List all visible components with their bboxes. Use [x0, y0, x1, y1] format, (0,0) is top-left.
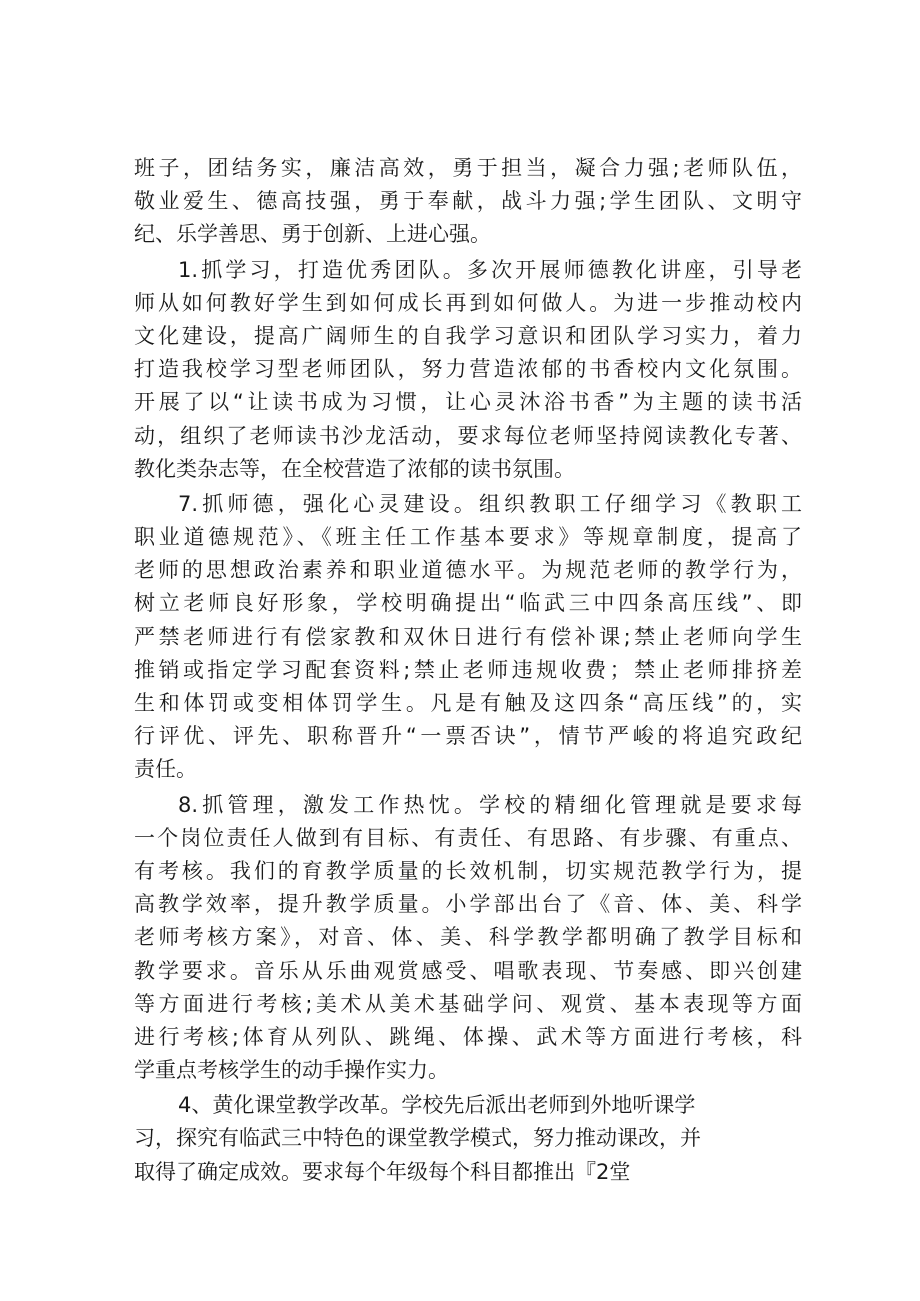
text-line: 有考核。我们的育教学质量的长效机制，切实规范教学行为，提: [134, 858, 802, 883]
text-line: 行评优、评先、职称晋升“一票否诀”，情节严峻的将追究政纪: [134, 724, 802, 749]
text-line: 文化建设，提高广阔师生的自我学习意识和团队学习实力，着力: [134, 323, 802, 348]
text-line: 一个岗位责任人做到有目标、有责任、有思路、有步骤、有重点、: [134, 825, 802, 850]
paragraph-first-line: 4、黄化课堂教学改革。学校先后派出老师到外地听课学: [178, 1093, 696, 1118]
text-line: 职业道德规范》、《班主任工作基本要求》等规章制度，提高了: [134, 525, 802, 550]
text-line: 打造我校学习型老师团队，努力营造浓郁的书香校内文化氛围。: [134, 357, 802, 382]
text-line: 敬业爱生、德高技强，勇于奉献，战斗力强;学生团队、文明守: [134, 189, 802, 214]
text-line: 纪、乐学善思、勇于创新、上进心强。: [134, 222, 491, 247]
text-line: 开展了以“让读书成为习惯，让心灵沐浴书香”为主题的读书活: [134, 390, 802, 415]
text-line: 进行考核;体育从列队、跳绳、体操、武术等方面进行考核，科: [134, 1024, 802, 1049]
text-line: 树立老师良好形象，学校明确提出“临武三中四条高压线”、即: [134, 591, 802, 616]
document-body: [134, 152, 802, 1189]
text-line: 习，探究有临武三中特色的课堂教学模式，努力推动课改，并: [134, 1126, 701, 1151]
text-line: 师从如何教好学生到如何成长再到如何做人。为进一步推动校内: [134, 290, 802, 315]
text-line: 班子，团结务实，廉洁高效，勇于担当，凝合力强;老师队伍，: [134, 156, 802, 180]
text-line: 生和体罚或变相体罚学生。凡是有触及这四条“高压线”的，实: [134, 691, 802, 715]
text-line: 教学要求。音乐从乐曲观赏感受、唱歌表现、节奏感、即兴创建: [134, 958, 802, 983]
text-line: 老师考核方案》，对音、体、美、科学教学都明确了教学目标和: [134, 925, 802, 950]
text-line: 老师的思想政治素养和职业道德水平。为规范老师的教学行为，: [134, 558, 802, 583]
text-line: 动，组织了老师读书沙龙活动，要求每位老师坚持阅读教化专著、: [134, 423, 802, 448]
text-line: 高教学效率，提升教学质量。小学部出台了《音、体、美、科学: [134, 892, 802, 917]
text-line: 学重点考核学生的动手操作实力。: [134, 1058, 449, 1083]
text-line: 取得了确定成效。要求每个年级每个科目都推出『2堂: [134, 1159, 631, 1184]
text-line: 严禁老师进行有偿家教和双休日进行有偿补课;禁止老师向学生: [134, 624, 802, 649]
text-line: 推销或指定学习配套资料;禁止老师违规收费；禁止老师排挤差: [134, 657, 802, 682]
text-line: 教化类杂志等，在全校营造了浓郁的读书氛围。: [134, 456, 575, 481]
paragraph-first-line: 8.抓管理，激发工作热忱。学校的精细化管理就是要求每: [178, 792, 802, 817]
text-line: 等方面进行考核;美术从美术基础学问、观赏、基本表现等方面: [134, 991, 802, 1016]
paragraph-first-line: 1.抓学习，打造优秀团队。多次开展师德教化讲座，引导老: [178, 257, 802, 282]
paragraph-first-line: 7.抓师德，强化心灵建设。组织教职工仔细学习《教职工: [178, 491, 802, 516]
text-line: 责任。: [134, 757, 197, 782]
